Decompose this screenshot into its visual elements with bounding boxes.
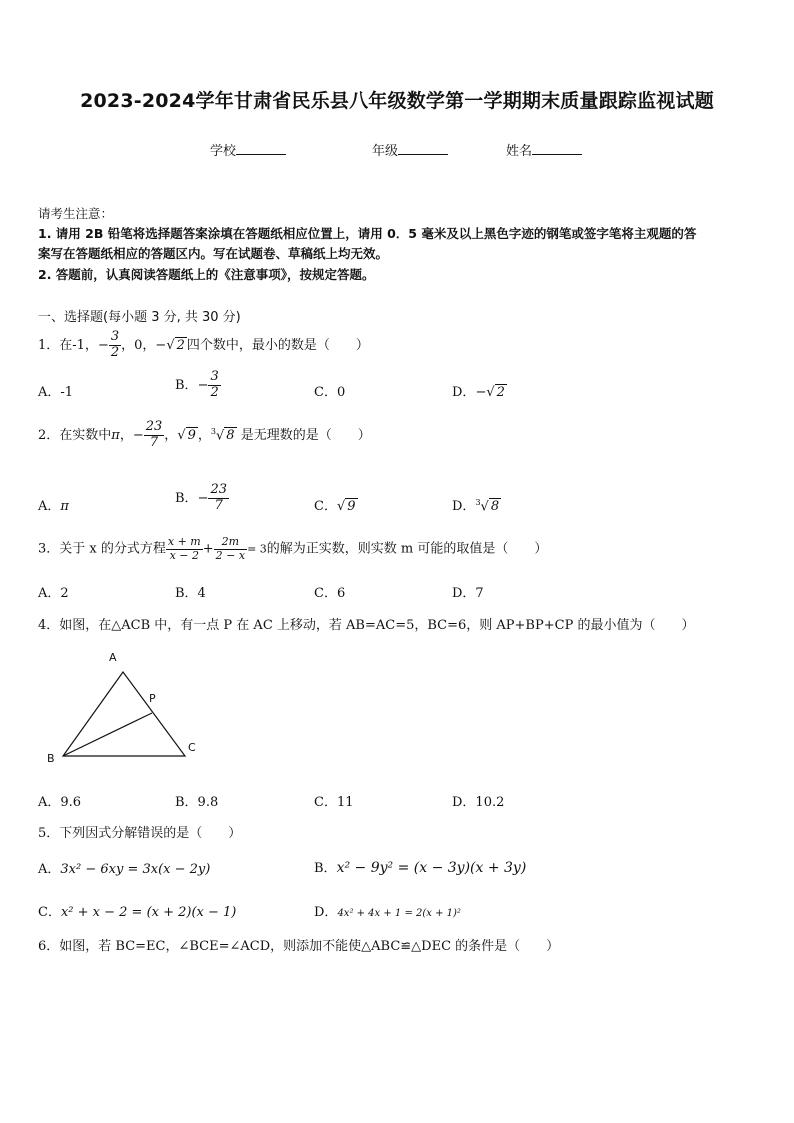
q5-c-label: C． [38, 905, 61, 920]
q1-rad-minus: − [155, 337, 167, 353]
q3-option-a: A．2 [38, 586, 69, 601]
name-field [506, 140, 582, 159]
q4-option-c: C．11 [314, 795, 354, 810]
q1-b-num: 3 [210, 369, 219, 384]
q2-cbrt-index: 3 [210, 426, 216, 436]
name-blank [532, 142, 582, 155]
label-c: C [188, 741, 196, 754]
q5-a-expr: 3x² − 6xy = 3x(x − 2y) [60, 862, 211, 877]
q2-b-den: 7 [214, 497, 223, 513]
q2-sqrt9-value: 9 [187, 427, 196, 443]
label-a: A [109, 651, 117, 664]
q3-option-b: B．4 [175, 586, 206, 601]
q2-cbrt8: $^3$√ 8 [210, 426, 235, 443]
q2-d-index: 3 [475, 497, 481, 507]
q2-d-cbrt: $^3$√ 8 [475, 497, 500, 514]
school-field [210, 140, 286, 159]
q2-prefix: 2．在实数中 [38, 427, 112, 443]
section-heading: 一、选择题(每小题 3 分, 共 30 分) [38, 310, 241, 325]
q1-suffix: 四个数中，最小的数是（ ） [186, 337, 369, 353]
q2-minus: − [132, 427, 144, 443]
name-label: 姓名 [506, 144, 533, 159]
q1-d-sqrt-value: 2 [496, 385, 505, 400]
q1-d-minus: − [475, 385, 487, 400]
q2-b-label: B． [175, 490, 198, 506]
q3-suffix: 的解为正实数，则实数 m 可能的取值是（ ） [266, 541, 548, 557]
q2-b-num: 23 [210, 482, 228, 497]
q3-equals: = 3 [247, 542, 267, 556]
q2-cbrt-value: 8 [226, 427, 235, 443]
q2-option-a [38, 495, 69, 514]
q1-b-label: B． [175, 377, 198, 393]
q5-b-label: B． [314, 861, 337, 876]
question-3 [38, 536, 547, 562]
q2-comma-3: ， [197, 427, 211, 443]
q1-minus: − [97, 337, 109, 353]
q1-option-a: A．-1 [38, 385, 74, 400]
notice-line-1: 1. 请用 2B 铅笔将选择题答案涂填在答题纸相应位置上，请用 0．5 毫米及以上黑色字迹的钢笔或签字笔将主观题的答 [38, 226, 697, 241]
school-label: 学校 [210, 144, 237, 159]
q4-option-a: A．9.6 [38, 795, 82, 810]
q2-option-d [452, 495, 501, 514]
q1-option-b [175, 370, 221, 401]
segment-bp [63, 713, 152, 756]
q2-fraction [144, 420, 165, 451]
q2-d-cbrt-value: 8 [490, 499, 500, 514]
q1-option-d [452, 381, 507, 400]
question-4: 4．如图，在△ACB 中，有一点 P 在 AC 上移动，若 AB=AC=5，BC=6，则 AP+BP+CP 的最小值为（ ） [38, 618, 695, 633]
q1-b-fraction [208, 370, 220, 401]
q3-option-d: D．7 [452, 586, 484, 601]
q2-frac-num: 23 [145, 419, 163, 434]
triangle-acb [63, 672, 185, 756]
q3-f1-den: x − 2 [169, 548, 200, 562]
q4-option-d: D．10.2 [452, 795, 505, 810]
q3-fraction-1 [166, 536, 203, 562]
q5-option-c [38, 901, 236, 920]
q3-prefix: 3．关于 x 的分式方程 [38, 541, 166, 557]
q2-b-fraction [208, 483, 229, 514]
q2-suffix: 是无理数的是（ ） [236, 427, 371, 443]
question-1 [38, 330, 369, 361]
label-p: P [149, 692, 156, 705]
q1-sqrt-value: 2 [176, 337, 185, 353]
q5-option-b [314, 857, 526, 876]
notice-line-1b: 案写在答题纸相应的答题区内。写在试题卷、草稿纸上均无效。 [38, 246, 389, 261]
q2-a-value: π [60, 499, 69, 514]
q5-b-expr: x² − 9y² = (x − 3y)(x + 3y) [336, 860, 527, 876]
q5-option-a [38, 858, 210, 877]
q2-c-sqrt: √ 9 [336, 499, 356, 514]
q1-d-sqrt: √ 2 [486, 385, 505, 400]
grade-label: 年级 [372, 144, 399, 159]
q2-comma-2: ， [164, 427, 178, 443]
q1-mid: ，0， [121, 337, 156, 353]
q1-fraction [109, 330, 121, 361]
q5-a-label: A． [38, 862, 61, 877]
q2-sqrt9: √ 9 [177, 427, 196, 443]
q3-fraction-2 [214, 536, 247, 562]
q3-f2-num: 2m [214, 536, 247, 550]
q5-d-label: D． [314, 905, 338, 920]
q2-comma-1: ， [119, 427, 133, 443]
notice-line-2: 2. 答题前，认真阅读答题纸上的《注意事项》，按规定答题。 [38, 267, 375, 282]
q2-c-sqrt-value: 9 [347, 499, 356, 514]
q5-d-expr: 4x² + 4x + 1 = 2(x + 1)² [337, 908, 461, 919]
grade-field [372, 140, 448, 159]
q1-sqrt: √ 2 [166, 337, 185, 353]
q2-c-label: C． [314, 499, 337, 514]
q5-c-expr: x² + x − 2 = (x + 2)(x − 1) [60, 905, 237, 920]
q3-f2-den: 2 − x [215, 548, 246, 562]
label-b: B [47, 752, 55, 765]
question-5: 5．下列因式分解错误的是（ ） [38, 826, 242, 841]
question-2 [38, 420, 371, 451]
triangle-figure [40, 645, 210, 770]
q1-frac-num: 3 [110, 329, 120, 344]
q3-f1-num: x + m [167, 535, 201, 548]
q1-d-label: D． [452, 385, 476, 400]
q2-option-c [314, 495, 358, 514]
q2-option-b [175, 483, 229, 514]
notice-heading: 请考生注意： [38, 206, 114, 221]
q3-option-c: C．6 [314, 586, 346, 601]
q2-a-label: A． [38, 499, 61, 514]
q3-plus: + [202, 541, 214, 557]
q2-pi: π [111, 427, 120, 443]
q2-b-minus: − [197, 490, 209, 506]
q2-frac-den: 7 [149, 434, 159, 450]
question-6: 6．如图，若 BC=EC，∠BCE=∠ACD，则添加不能使△ABC≌△DEC 的条件是（ ） [38, 939, 560, 954]
q1-b-minus: − [197, 377, 209, 393]
grade-blank [398, 142, 448, 155]
q5-option-d [314, 901, 461, 920]
school-blank [236, 142, 286, 155]
page-title: 2023-2024学年甘肃省民乐县八年级数学第一学期期末质量跟踪监视试题 [80, 90, 714, 112]
q2-d-label: D． [452, 499, 476, 514]
q4-option-b: B．9.8 [175, 795, 219, 810]
q1-prefix: 1．在-1， [38, 337, 98, 353]
q1-b-den: 2 [210, 384, 219, 400]
q1-frac-den: 2 [110, 344, 120, 360]
q1-option-c: C．0 [314, 385, 346, 400]
